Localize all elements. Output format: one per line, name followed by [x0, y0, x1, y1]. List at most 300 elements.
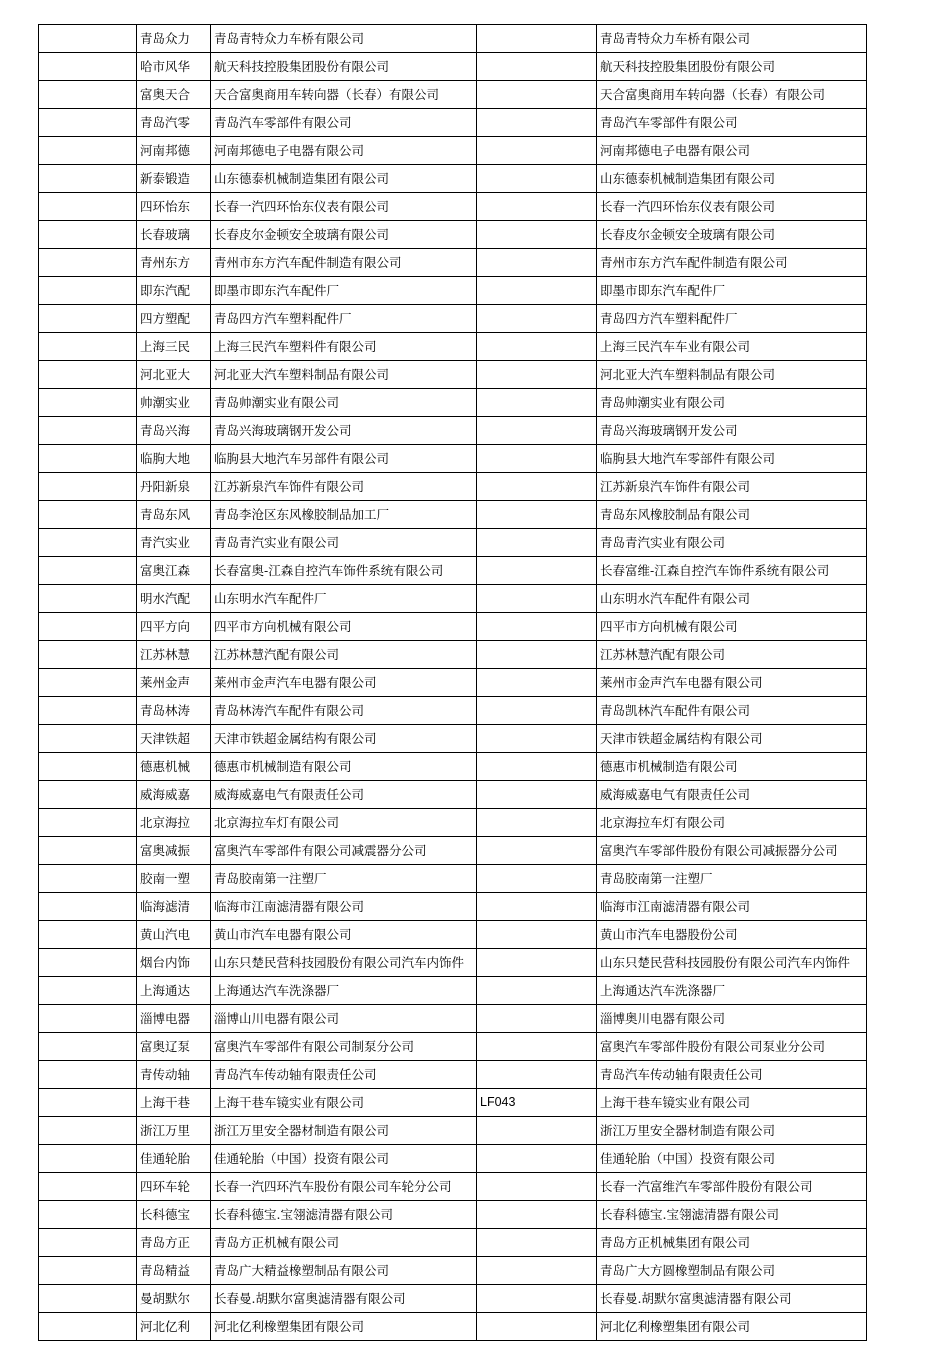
supplier-abbr-cell[interactable] [137, 837, 211, 865]
supplier-registered-name-cell[interactable] [597, 1061, 867, 1089]
row-blank-cell[interactable] [39, 1201, 137, 1229]
supplier-name-cell[interactable] [211, 445, 477, 473]
supplier-abbr-cell[interactable] [137, 277, 211, 305]
supplier-name-cell[interactable] [211, 1117, 477, 1145]
supplier-abbr-cell[interactable] [137, 613, 211, 641]
supplier-name-text: 威海威嘉电气有限责任公司 [214, 787, 365, 802]
supplier-name-text: 青岛青特众力车桥有限公司 [214, 31, 365, 46]
supplier-abbr-text: 佳通轮胎 [140, 1151, 191, 1166]
supplier-abbr-text: 富奥减振 [140, 843, 191, 858]
supplier-abbr-cell[interactable] [137, 921, 211, 949]
supplier-code-cell[interactable] [477, 305, 597, 333]
row-blank-cell[interactable] [39, 1145, 137, 1173]
supplier-abbr-cell[interactable] [137, 221, 211, 249]
table-row [39, 613, 867, 641]
row-blank-cell[interactable] [39, 753, 137, 781]
row-blank-cell[interactable] [39, 1005, 137, 1033]
row-blank-cell[interactable] [39, 893, 137, 921]
supplier-name-cell[interactable] [211, 193, 477, 221]
table-row [39, 641, 867, 669]
supplier-code-cell[interactable] [477, 669, 597, 697]
supplier-registered-name-cell[interactable] [597, 1089, 867, 1117]
supplier-code-cell[interactable] [477, 1229, 597, 1257]
row-blank-cell[interactable] [39, 613, 137, 641]
table-row [39, 1173, 867, 1201]
supplier-code-cell[interactable] [477, 53, 597, 81]
supplier-abbr-cell[interactable] [137, 1005, 211, 1033]
supplier-registered-name-cell[interactable] [597, 893, 867, 921]
row-blank-cell[interactable] [39, 1173, 137, 1201]
supplier-abbr-text: 明水汽配 [140, 591, 191, 606]
supplier-registered-name-cell[interactable] [597, 697, 867, 725]
supplier-registered-name-cell[interactable] [597, 109, 867, 137]
row-blank-cell[interactable] [39, 389, 137, 417]
supplier-abbr-cell[interactable] [137, 1033, 211, 1061]
supplier-registered-name-cell[interactable] [597, 277, 867, 305]
supplier-registered-name-text: 临海市江南滤清器有限公司 [600, 899, 751, 914]
row-blank-cell[interactable] [39, 333, 137, 361]
supplier-abbr-cell[interactable] [137, 445, 211, 473]
supplier-abbr-cell[interactable] [137, 165, 211, 193]
supplier-code-cell[interactable] [477, 613, 597, 641]
supplier-registered-name-cell[interactable] [597, 361, 867, 389]
supplier-name-cell[interactable] [211, 809, 477, 837]
supplier-registered-name-cell[interactable] [597, 165, 867, 193]
supplier-name-cell[interactable] [211, 417, 477, 445]
supplier-registered-name-cell[interactable] [597, 557, 867, 585]
row-blank-cell[interactable] [39, 529, 137, 557]
supplier-abbr-cell[interactable] [137, 1229, 211, 1257]
supplier-code-cell[interactable] [477, 1145, 597, 1173]
supplier-abbr-cell[interactable] [137, 697, 211, 725]
supplier-name-text: 青岛林涛汽车配件有限公司 [214, 703, 365, 718]
supplier-code-cell[interactable] [477, 641, 597, 669]
supplier-name-cell[interactable] [211, 277, 477, 305]
supplier-abbr-text: 长春玻璃 [140, 227, 191, 242]
supplier-code-cell[interactable] [477, 893, 597, 921]
supplier-name-cell[interactable] [211, 53, 477, 81]
table-row [39, 221, 867, 249]
supplier-abbr-cell[interactable] [137, 781, 211, 809]
supplier-name-cell[interactable] [211, 1285, 477, 1313]
row-blank-cell[interactable] [39, 557, 137, 585]
supplier-registered-name-cell[interactable] [597, 1313, 867, 1341]
supplier-name-cell[interactable] [211, 977, 477, 1005]
supplier-abbr-cell[interactable] [137, 81, 211, 109]
supplier-name-cell[interactable] [211, 221, 477, 249]
supplier-name-text: 长春一汽四环怡东仪表有限公司 [214, 199, 390, 214]
row-blank-cell[interactable] [39, 1061, 137, 1089]
supplier-abbr-cell[interactable] [137, 1145, 211, 1173]
supplier-registered-name-text: 天合富奥商用车转向器（长春）有限公司 [600, 87, 826, 102]
row-blank-cell[interactable] [39, 1033, 137, 1061]
row-blank-cell[interactable] [39, 1117, 137, 1145]
supplier-abbr-cell[interactable] [137, 1117, 211, 1145]
supplier-name-cell[interactable] [211, 585, 477, 613]
supplier-abbr-text: 新泰锻造 [140, 171, 191, 186]
supplier-code-cell[interactable] [477, 753, 597, 781]
supplier-abbr-cell[interactable] [137, 1089, 211, 1117]
row-blank-cell[interactable] [39, 865, 137, 893]
supplier-name-text: 临海市江南滤清器有限公司 [214, 899, 365, 914]
supplier-registered-name-text: 上海通达汽车洗涤器厂 [600, 983, 726, 998]
row-blank-cell[interactable] [39, 81, 137, 109]
supplier-abbr-text: 烟台内饰 [140, 955, 191, 970]
supplier-abbr-cell[interactable] [137, 1201, 211, 1229]
supplier-registered-name-cell[interactable] [597, 585, 867, 613]
supplier-code-cell[interactable] [477, 165, 597, 193]
supplier-registered-name-cell[interactable] [597, 249, 867, 277]
supplier-name-cell[interactable] [211, 1145, 477, 1173]
supplier-name-cell[interactable] [211, 697, 477, 725]
row-blank-cell[interactable] [39, 445, 137, 473]
supplier-abbr-cell[interactable] [137, 501, 211, 529]
row-blank-cell[interactable] [39, 1229, 137, 1257]
supplier-code-cell[interactable] [477, 725, 597, 753]
supplier-name-text: 青岛四方汽车塑料配件厂 [214, 311, 352, 326]
supplier-name-cell[interactable] [211, 473, 477, 501]
supplier-registered-name-text: 黄山市汽车电器股份公司 [600, 927, 738, 942]
row-blank-cell[interactable] [39, 641, 137, 669]
supplier-name-cell[interactable] [211, 529, 477, 557]
supplier-table-body [39, 25, 867, 1341]
supplier-registered-name-cell[interactable] [597, 613, 867, 641]
supplier-code-cell[interactable] [477, 1285, 597, 1313]
supplier-name-cell[interactable] [211, 109, 477, 137]
table-row [39, 165, 867, 193]
supplier-abbr-cell[interactable] [137, 1313, 211, 1341]
supplier-name-cell[interactable] [211, 557, 477, 585]
supplier-name-cell[interactable] [211, 333, 477, 361]
supplier-abbr-text: 青岛众力 [140, 31, 191, 46]
supplier-abbr-cell[interactable] [137, 865, 211, 893]
supplier-abbr-cell[interactable] [137, 305, 211, 333]
table-row [39, 1061, 867, 1089]
supplier-abbr-cell[interactable] [137, 977, 211, 1005]
supplier-abbr-text: 青岛林涛 [140, 703, 191, 718]
supplier-name-text: 富奥汽车零部件有限公司减震器分公司 [214, 843, 427, 858]
supplier-name-cell[interactable] [211, 1005, 477, 1033]
supplier-abbr-text: 长科德宝 [140, 1207, 191, 1222]
table-row [39, 557, 867, 585]
supplier-name-cell[interactable] [211, 501, 477, 529]
supplier-name-cell[interactable] [211, 25, 477, 53]
supplier-registered-name-cell[interactable] [597, 809, 867, 837]
supplier-registered-name-cell[interactable] [597, 1145, 867, 1173]
supplier-abbr-cell[interactable] [137, 333, 211, 361]
supplier-registered-name-cell[interactable] [597, 193, 867, 221]
supplier-name-cell[interactable] [211, 305, 477, 333]
supplier-registered-name-text: 即墨市即东汽车配件厂 [600, 283, 726, 298]
table-row [39, 753, 867, 781]
supplier-code-cell[interactable] [477, 529, 597, 557]
supplier-code-cell[interactable] [477, 865, 597, 893]
supplier-registered-name-cell[interactable] [597, 725, 867, 753]
supplier-code-cell[interactable] [477, 333, 597, 361]
supplier-registered-name-cell[interactable] [597, 1257, 867, 1285]
supplier-abbr-cell[interactable] [137, 109, 211, 137]
supplier-code-cell[interactable] [477, 389, 597, 417]
supplier-code-cell[interactable] [477, 697, 597, 725]
table-row [39, 1145, 867, 1173]
supplier-registered-name-text: 长春富维-江森自控汽车饰件系统有限公司 [600, 563, 830, 578]
supplier-code-cell[interactable] [477, 1313, 597, 1341]
row-blank-cell[interactable] [39, 585, 137, 613]
supplier-abbr-cell[interactable] [137, 1257, 211, 1285]
supplier-registered-name-cell[interactable] [597, 1173, 867, 1201]
supplier-name-text: 江苏林慧汽配有限公司 [214, 647, 340, 662]
supplier-code-cell[interactable] [477, 949, 597, 977]
supplier-name-cell[interactable] [211, 1089, 477, 1117]
supplier-registered-name-cell[interactable] [597, 781, 867, 809]
supplier-abbr-text: 哈市风华 [140, 59, 191, 74]
supplier-registered-name-cell[interactable] [597, 473, 867, 501]
supplier-abbr-text: 四平方向 [140, 619, 191, 634]
supplier-name-cell[interactable] [211, 613, 477, 641]
supplier-registered-name-cell[interactable] [597, 1033, 867, 1061]
supplier-code-cell[interactable] [477, 837, 597, 865]
row-blank-cell[interactable] [39, 725, 137, 753]
supplier-abbr-cell[interactable] [137, 529, 211, 557]
supplier-code-cell[interactable] [477, 1117, 597, 1145]
supplier-code-cell[interactable] [477, 445, 597, 473]
row-blank-cell[interactable] [39, 221, 137, 249]
supplier-abbr-cell[interactable] [137, 669, 211, 697]
table-row [39, 949, 867, 977]
supplier-name-text: 山东只楚民营科技园股份有限公司汽车内饰件 [214, 955, 465, 970]
supplier-abbr-text: 天津铁超 [140, 731, 191, 746]
supplier-name-cell[interactable] [211, 1201, 477, 1229]
supplier-abbr-text: 黄山汽电 [140, 927, 191, 942]
row-blank-cell[interactable] [39, 137, 137, 165]
supplier-registered-name-cell[interactable] [597, 81, 867, 109]
supplier-registered-name-cell[interactable] [597, 53, 867, 81]
supplier-code-cell[interactable] [477, 809, 597, 837]
row-blank-cell[interactable] [39, 781, 137, 809]
supplier-code-cell[interactable] [477, 501, 597, 529]
supplier-code-cell[interactable] [477, 137, 597, 165]
supplier-code-cell[interactable] [477, 25, 597, 53]
supplier-name-cell[interactable] [211, 165, 477, 193]
row-blank-cell[interactable] [39, 249, 137, 277]
supplier-name-text: 即墨市即东汽车配件厂 [214, 283, 340, 298]
supplier-registered-name-text: 四平市方向机械有限公司 [600, 619, 738, 634]
supplier-registered-name-cell[interactable] [597, 1229, 867, 1257]
supplier-registered-name-cell[interactable] [597, 137, 867, 165]
row-blank-cell[interactable] [39, 25, 137, 53]
supplier-abbr-cell[interactable] [137, 893, 211, 921]
row-blank-cell[interactable] [39, 109, 137, 137]
row-blank-cell[interactable] [39, 277, 137, 305]
supplier-code-cell[interactable] [477, 249, 597, 277]
row-blank-cell[interactable] [39, 501, 137, 529]
supplier-registered-name-cell[interactable] [597, 305, 867, 333]
supplier-registered-name-cell[interactable] [597, 753, 867, 781]
supplier-registered-name-cell[interactable] [597, 837, 867, 865]
supplier-name-cell[interactable] [211, 1229, 477, 1257]
supplier-name-cell[interactable] [211, 893, 477, 921]
supplier-abbr-cell[interactable] [137, 809, 211, 837]
supplier-abbr-cell[interactable] [137, 725, 211, 753]
supplier-registered-name-cell[interactable] [597, 1201, 867, 1229]
supplier-code-cell[interactable] [477, 977, 597, 1005]
supplier-name-cell[interactable] [211, 753, 477, 781]
supplier-code-cell[interactable] [477, 1089, 597, 1117]
supplier-registered-name-cell[interactable] [597, 445, 867, 473]
supplier-abbr-cell[interactable] [137, 53, 211, 81]
supplier-registered-name-cell[interactable] [597, 669, 867, 697]
supplier-name-cell[interactable] [211, 641, 477, 669]
supplier-code-cell[interactable] [477, 1201, 597, 1229]
supplier-registered-name-cell[interactable] [597, 333, 867, 361]
supplier-registered-name-cell[interactable] [597, 1117, 867, 1145]
row-blank-cell[interactable] [39, 1089, 137, 1117]
supplier-name-text: 四平市方向机械有限公司 [214, 619, 352, 634]
row-blank-cell[interactable] [39, 473, 137, 501]
supplier-abbr-cell[interactable] [137, 249, 211, 277]
supplier-abbr-cell[interactable] [137, 1173, 211, 1201]
row-blank-cell[interactable] [39, 193, 137, 221]
supplier-name-cell[interactable] [211, 949, 477, 977]
supplier-name-text: 长春一汽四环汽车股份有限公司车轮分公司 [214, 1179, 452, 1194]
row-blank-cell[interactable] [39, 1257, 137, 1285]
row-blank-cell[interactable] [39, 1313, 137, 1341]
row-blank-cell[interactable] [39, 165, 137, 193]
supplier-abbr-text: 曼胡默尔 [140, 1291, 191, 1306]
supplier-abbr-cell[interactable] [137, 137, 211, 165]
supplier-name-text: 河北亚大汽车塑料制品有限公司 [214, 367, 390, 382]
supplier-code-cell[interactable] [477, 361, 597, 389]
supplier-name-cell[interactable] [211, 1061, 477, 1089]
supplier-abbr-cell[interactable] [137, 25, 211, 53]
supplier-name-cell[interactable] [211, 837, 477, 865]
supplier-name-text: 长春皮尔金顿安全玻璃有限公司 [214, 227, 390, 242]
supplier-registered-name-cell[interactable] [597, 25, 867, 53]
row-blank-cell[interactable] [39, 977, 137, 1005]
supplier-code-cell[interactable] [477, 221, 597, 249]
supplier-name-cell[interactable] [211, 81, 477, 109]
row-blank-cell[interactable] [39, 305, 137, 333]
row-blank-cell[interactable] [39, 417, 137, 445]
row-blank-cell[interactable] [39, 837, 137, 865]
supplier-code-cell[interactable] [477, 585, 597, 613]
row-blank-cell[interactable] [39, 361, 137, 389]
supplier-abbr-cell[interactable] [137, 473, 211, 501]
supplier-abbr-cell[interactable] [137, 193, 211, 221]
supplier-code-cell[interactable] [477, 557, 597, 585]
supplier-code-cell[interactable] [477, 1173, 597, 1201]
supplier-name-cell[interactable] [211, 1033, 477, 1061]
supplier-name-cell[interactable] [211, 921, 477, 949]
row-blank-cell[interactable] [39, 697, 137, 725]
supplier-name-text: 佳通轮胎（中国）投资有限公司 [214, 1151, 390, 1166]
row-blank-cell[interactable] [39, 921, 137, 949]
supplier-registered-name-cell[interactable] [597, 1285, 867, 1313]
supplier-name-cell[interactable] [211, 137, 477, 165]
supplier-code-cell[interactable] [477, 193, 597, 221]
supplier-abbr-cell[interactable] [137, 585, 211, 613]
supplier-registered-name-cell[interactable] [597, 529, 867, 557]
supplier-registered-name-cell[interactable] [597, 1005, 867, 1033]
supplier-code-cell[interactable] [477, 277, 597, 305]
supplier-abbr-cell[interactable] [137, 1061, 211, 1089]
supplier-registered-name-text: 青岛方正机械集团有限公司 [600, 1235, 751, 1250]
supplier-abbr-cell[interactable] [137, 949, 211, 977]
supplier-abbr-text: 青岛精益 [140, 1263, 191, 1278]
table-row [39, 333, 867, 361]
supplier-abbr-text: 临朐大地 [140, 451, 191, 466]
supplier-registered-name-cell[interactable] [597, 977, 867, 1005]
supplier-registered-name-cell[interactable] [597, 921, 867, 949]
supplier-name-cell[interactable] [211, 669, 477, 697]
supplier-registered-name-cell[interactable] [597, 221, 867, 249]
row-blank-cell[interactable] [39, 53, 137, 81]
supplier-registered-name-text: 临朐县大地汽车零部件有限公司 [600, 451, 776, 466]
supplier-abbr-cell[interactable] [137, 1285, 211, 1313]
supplier-name-text: 长春富奥-江森自控汽车饰件系统有限公司 [214, 563, 444, 578]
row-blank-cell[interactable] [39, 949, 137, 977]
supplier-name-cell[interactable] [211, 1313, 477, 1341]
supplier-abbr-cell[interactable] [137, 417, 211, 445]
supplier-name-cell[interactable] [211, 249, 477, 277]
supplier-name-cell[interactable] [211, 361, 477, 389]
supplier-abbr-cell[interactable] [137, 641, 211, 669]
supplier-code-cell[interactable] [477, 1005, 597, 1033]
supplier-registered-name-text: 青岛兴海玻璃钢开发公司 [600, 423, 738, 438]
supplier-name-text: 天合富奥商用车转向器（长春）有限公司 [214, 87, 440, 102]
table-row [39, 109, 867, 137]
supplier-name-cell[interactable] [211, 389, 477, 417]
supplier-abbr-cell[interactable] [137, 753, 211, 781]
supplier-abbr-cell[interactable] [137, 361, 211, 389]
supplier-code-cell[interactable] [477, 417, 597, 445]
row-blank-cell[interactable] [39, 1285, 137, 1313]
supplier-name-cell[interactable] [211, 725, 477, 753]
supplier-code-cell[interactable] [477, 1061, 597, 1089]
supplier-abbr-text: 青传动轴 [140, 1067, 191, 1082]
supplier-registered-name-cell[interactable] [597, 417, 867, 445]
supplier-registered-name-text: 长春一汽四环怡东仪表有限公司 [600, 199, 776, 214]
supplier-registered-name-cell[interactable] [597, 641, 867, 669]
supplier-name-cell[interactable] [211, 865, 477, 893]
supplier-code-cell[interactable] [477, 1257, 597, 1285]
row-blank-cell[interactable] [39, 809, 137, 837]
supplier-abbr-text: 河南邦德 [140, 143, 191, 158]
supplier-code-cell[interactable] [477, 81, 597, 109]
supplier-code-cell[interactable] [477, 109, 597, 137]
supplier-registered-name-text: 山东明水汽车配件有限公司 [600, 591, 751, 606]
supplier-abbr-cell[interactable] [137, 389, 211, 417]
supplier-registered-name-cell[interactable] [597, 501, 867, 529]
supplier-code-cell[interactable] [477, 781, 597, 809]
row-blank-cell[interactable] [39, 669, 137, 697]
supplier-name-cell[interactable] [211, 1173, 477, 1201]
supplier-code-cell[interactable] [477, 1033, 597, 1061]
supplier-name-cell[interactable] [211, 781, 477, 809]
table-row [39, 529, 867, 557]
supplier-registered-name-text: 青岛汽车零部件有限公司 [600, 115, 738, 130]
supplier-abbr-cell[interactable] [137, 557, 211, 585]
supplier-code-cell[interactable] [477, 473, 597, 501]
supplier-registered-name-text: 青岛四方汽车塑料配件厂 [600, 311, 738, 326]
supplier-registered-name-cell[interactable] [597, 865, 867, 893]
supplier-registered-name-cell[interactable] [597, 389, 867, 417]
supplier-code-cell[interactable] [477, 921, 597, 949]
supplier-registered-name-text: 江苏新泉汽车饰件有限公司 [600, 479, 751, 494]
supplier-name-cell[interactable] [211, 1257, 477, 1285]
supplier-abbr-text: 德惠机械 [140, 759, 191, 774]
supplier-registered-name-cell[interactable] [597, 949, 867, 977]
